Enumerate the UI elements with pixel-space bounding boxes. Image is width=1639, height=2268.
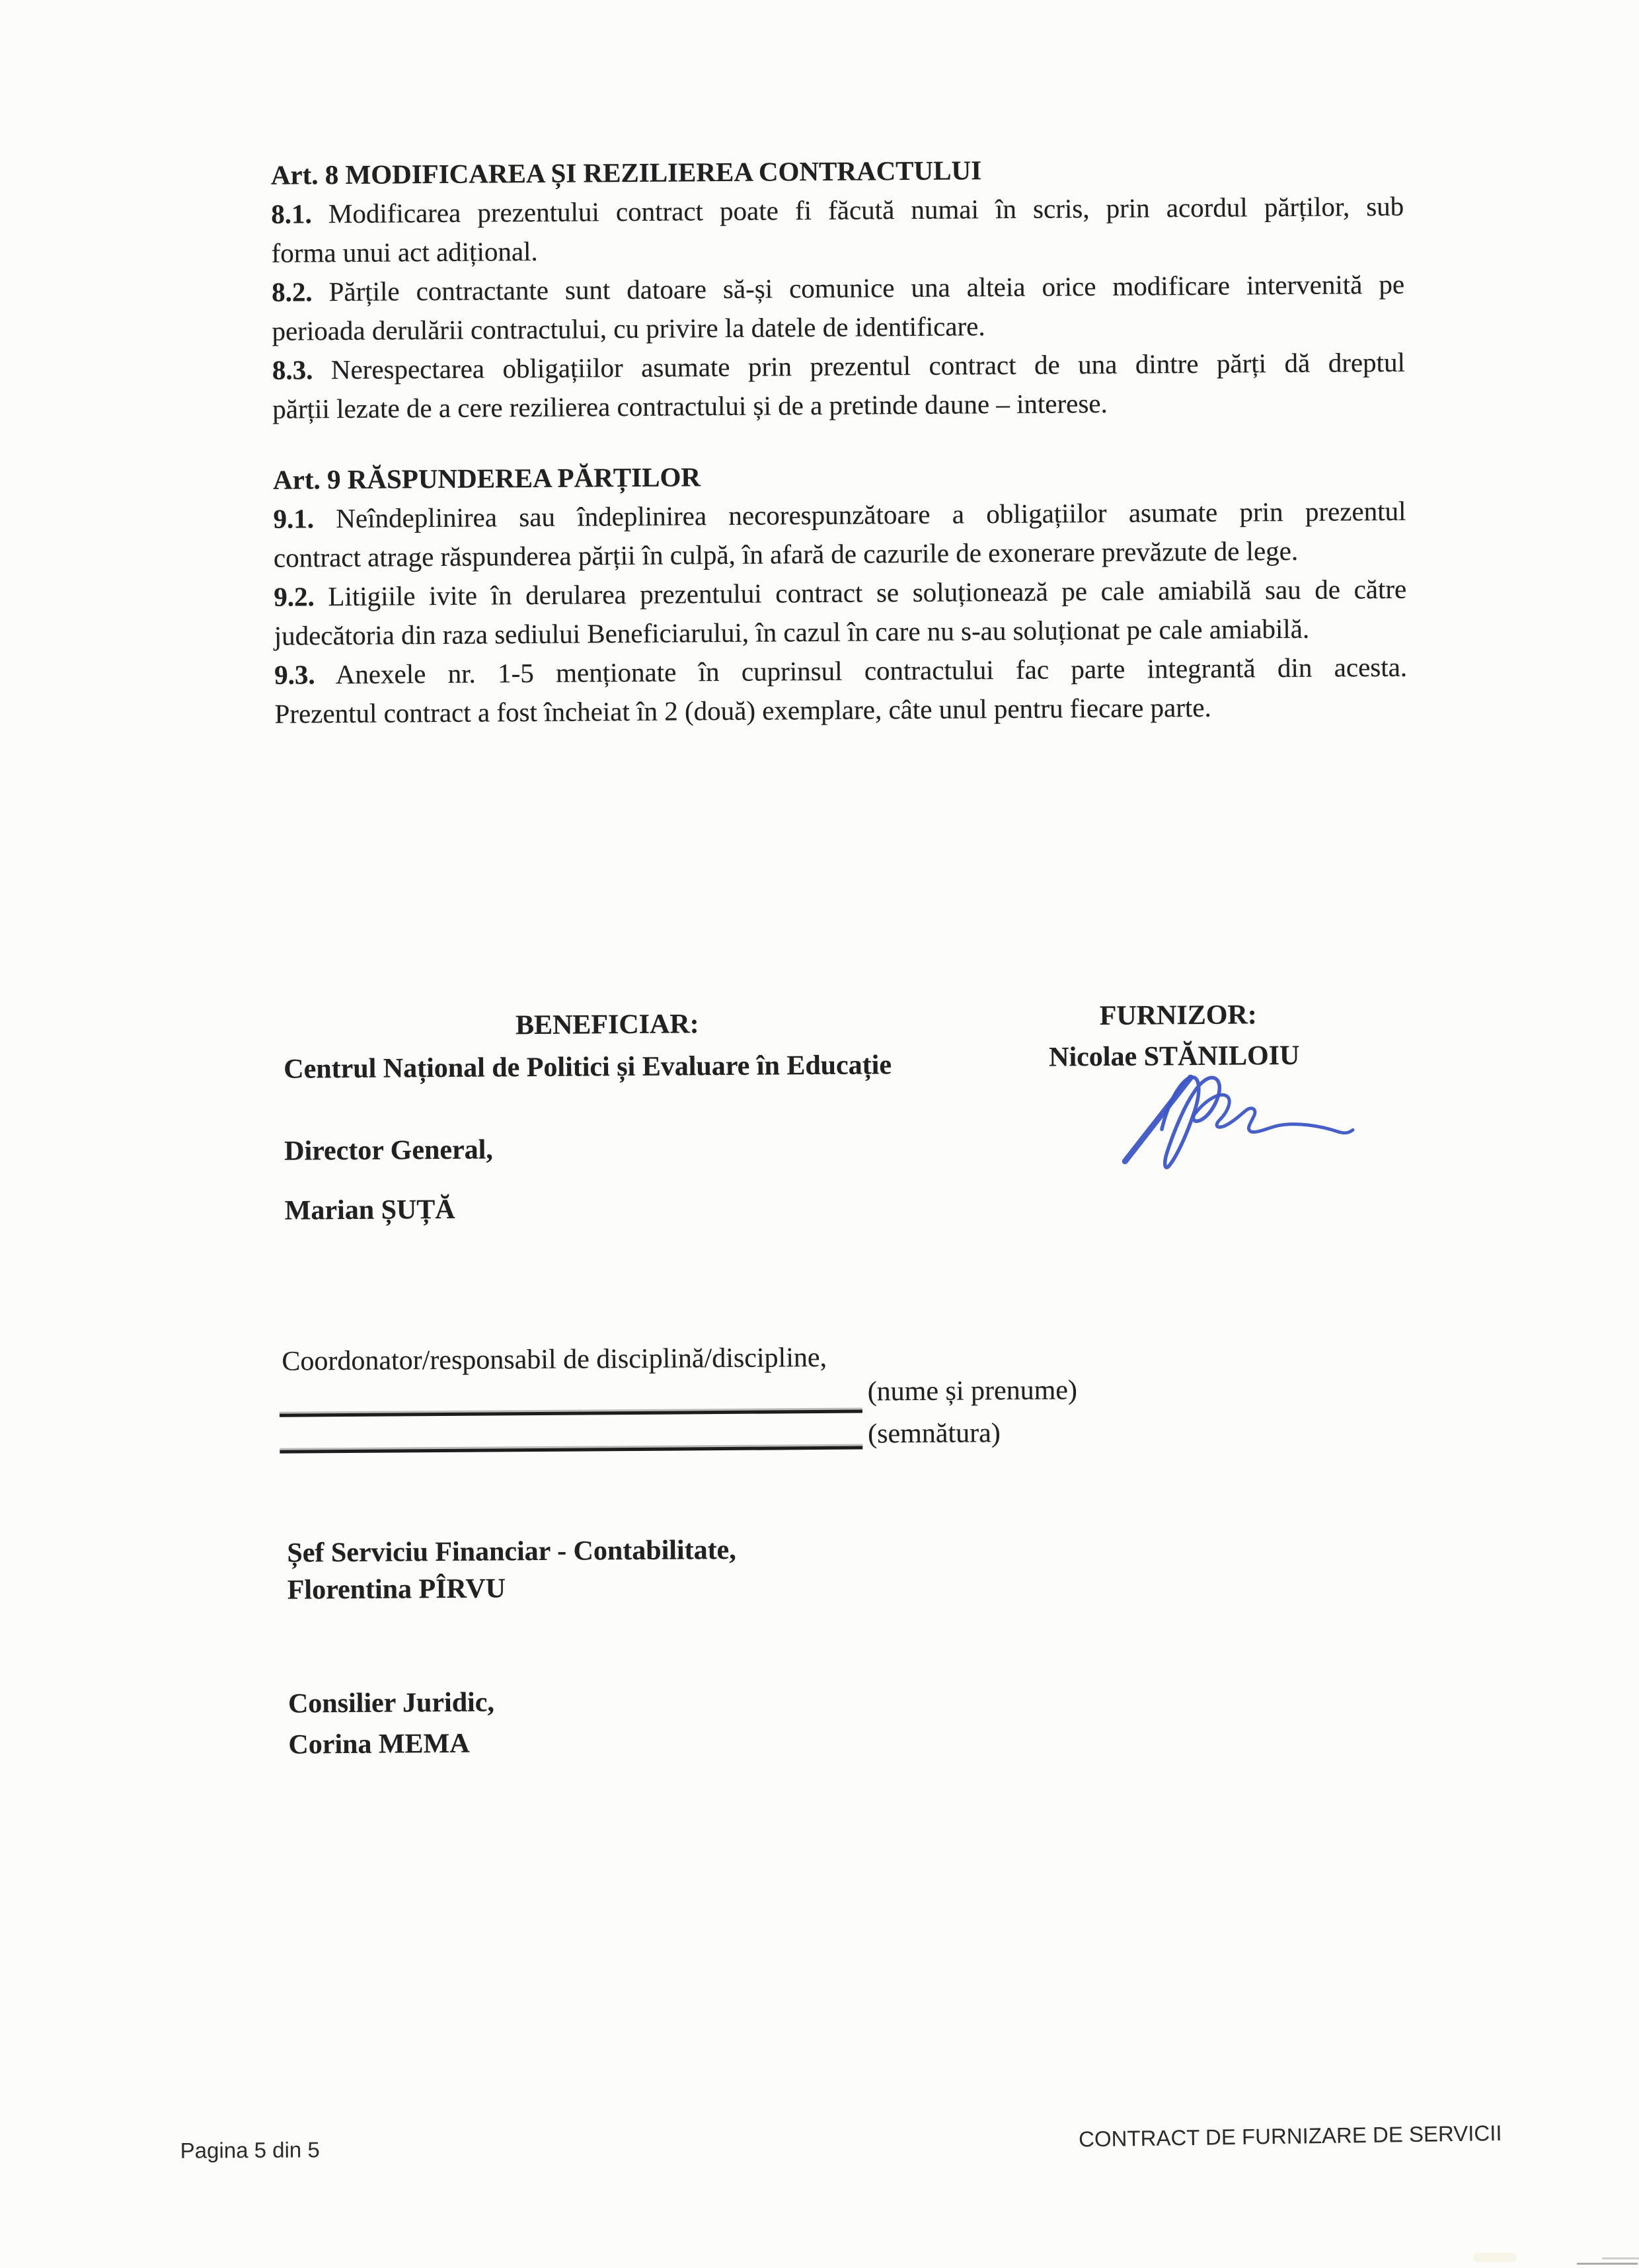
scan-artifact-smudge	[1473, 2253, 1517, 2262]
footer-document-title: CONTRACT DE FURNIZARE DE SERVICII	[1078, 2120, 1502, 2152]
beneficiar-organization: Centrul Național de Politici și Evaluare în Educație	[284, 1050, 892, 1085]
signature-fill-line	[280, 1446, 862, 1454]
clause-9-3-line-2: Prezentul contract a fost încheiat în 2 (două) exemplare, câte unul pentru fiecare parte.	[274, 691, 1211, 729]
clause-9-2-line-2: judecătoria din raza sediului Beneficiarului, în cazul în care nu s-au soluționat pe cale amiabilă.	[274, 613, 1310, 651]
furnizor-label: FURNIZOR:	[1099, 999, 1257, 1032]
clause-8-3-line-1	[272, 343, 1405, 390]
handwritten-signature-icon	[1118, 1067, 1355, 1173]
clause-text: Părțile contractante sunt datoare să-și comunice una alteia orice modificare intervenită pe	[312, 268, 1405, 307]
clause-8-2-line-1	[272, 265, 1404, 312]
scan-artifact-line	[1577, 2263, 1638, 2265]
clause-number: 9.2.	[274, 581, 315, 612]
furnizor-name: Nicolae STĂNILOIU	[1049, 1040, 1300, 1073]
article-9-heading: Art. 9 RĂSPUNDEREA PĂRȚILOR	[272, 461, 701, 495]
signature-label: (semnătura)	[868, 1418, 1001, 1450]
clause-text: Neîndeplinirea sau îndeplinirea necorespunzătoare a obligațiilor asumate prin prezentul	[313, 495, 1406, 534]
financial-chief-name: Florentina PÎRVU	[287, 1573, 506, 1606]
clause-text: Nerespectarea obligațiilor asumate prin prezentul contract de una dintre părți dă dreptul	[313, 346, 1406, 385]
beneficiar-label: BENEFICIAR:	[515, 1009, 699, 1041]
name-surname-label: (nume și prenume)	[867, 1375, 1078, 1407]
clause-number: 8.1.	[271, 198, 312, 229]
clause-9-3-line-1	[274, 648, 1407, 695]
clause-number: 8.2.	[271, 276, 313, 307]
article-8-heading: Art. 8 MODIFICAREA ȘI REZILIEREA CONTRACTULUI	[270, 155, 982, 190]
clause-number: 8.3.	[272, 354, 313, 385]
clause-text: Litigiile ivite în derularea prezentului contract se soluționează pe cale amiabilă sau de către	[314, 573, 1407, 612]
contract-articles	[271, 148, 1408, 734]
director-general-title: Director General,	[284, 1134, 493, 1167]
page-indicator: Pagina 5 din 5	[180, 2137, 320, 2163]
director-general-name: Marian ȘUȚĂ	[284, 1194, 455, 1226]
clause-8-3-line-2: părții lezate de a cere rezilierea contractului și de a pretinde daune – interese.	[272, 387, 1108, 424]
coordonator-title: Coordonator/responsabil de disciplină/discipline,	[282, 1342, 827, 1377]
financial-chief-title: Șef Serviciu Financiar - Contabilitate,	[287, 1534, 736, 1569]
legal-advisor-title: Consilier Juridic,	[287, 1687, 495, 1719]
legal-advisor-name: Corina MEMA	[288, 1728, 470, 1760]
scan-artifact-line	[1602, 2257, 1639, 2259]
name-fill-line	[280, 1410, 862, 1417]
clause-8-1-line-2: forma unui act adițional.	[271, 235, 538, 268]
clause-8-2-line-2: perioada derulării contractului, cu privire la datele de identificare.	[272, 311, 985, 346]
clause-number: 9.1.	[273, 503, 315, 534]
clause-9-1-line-2: contract atrage răspunderea părții în culpă, în afară de cazurile de exonerare prevăzute de lege.	[273, 535, 1299, 573]
clause-text: Anexele nr. 1-5 menționate în cuprinsul contractului fac parte integrantă din acesta.	[315, 651, 1408, 690]
clause-8-1-line-1	[271, 187, 1404, 234]
clause-number: 9.3.	[274, 659, 315, 690]
clause-text: Modificarea prezentului contract poate fi făcută numai în scris, prin acordul părților, sub	[311, 190, 1404, 229]
